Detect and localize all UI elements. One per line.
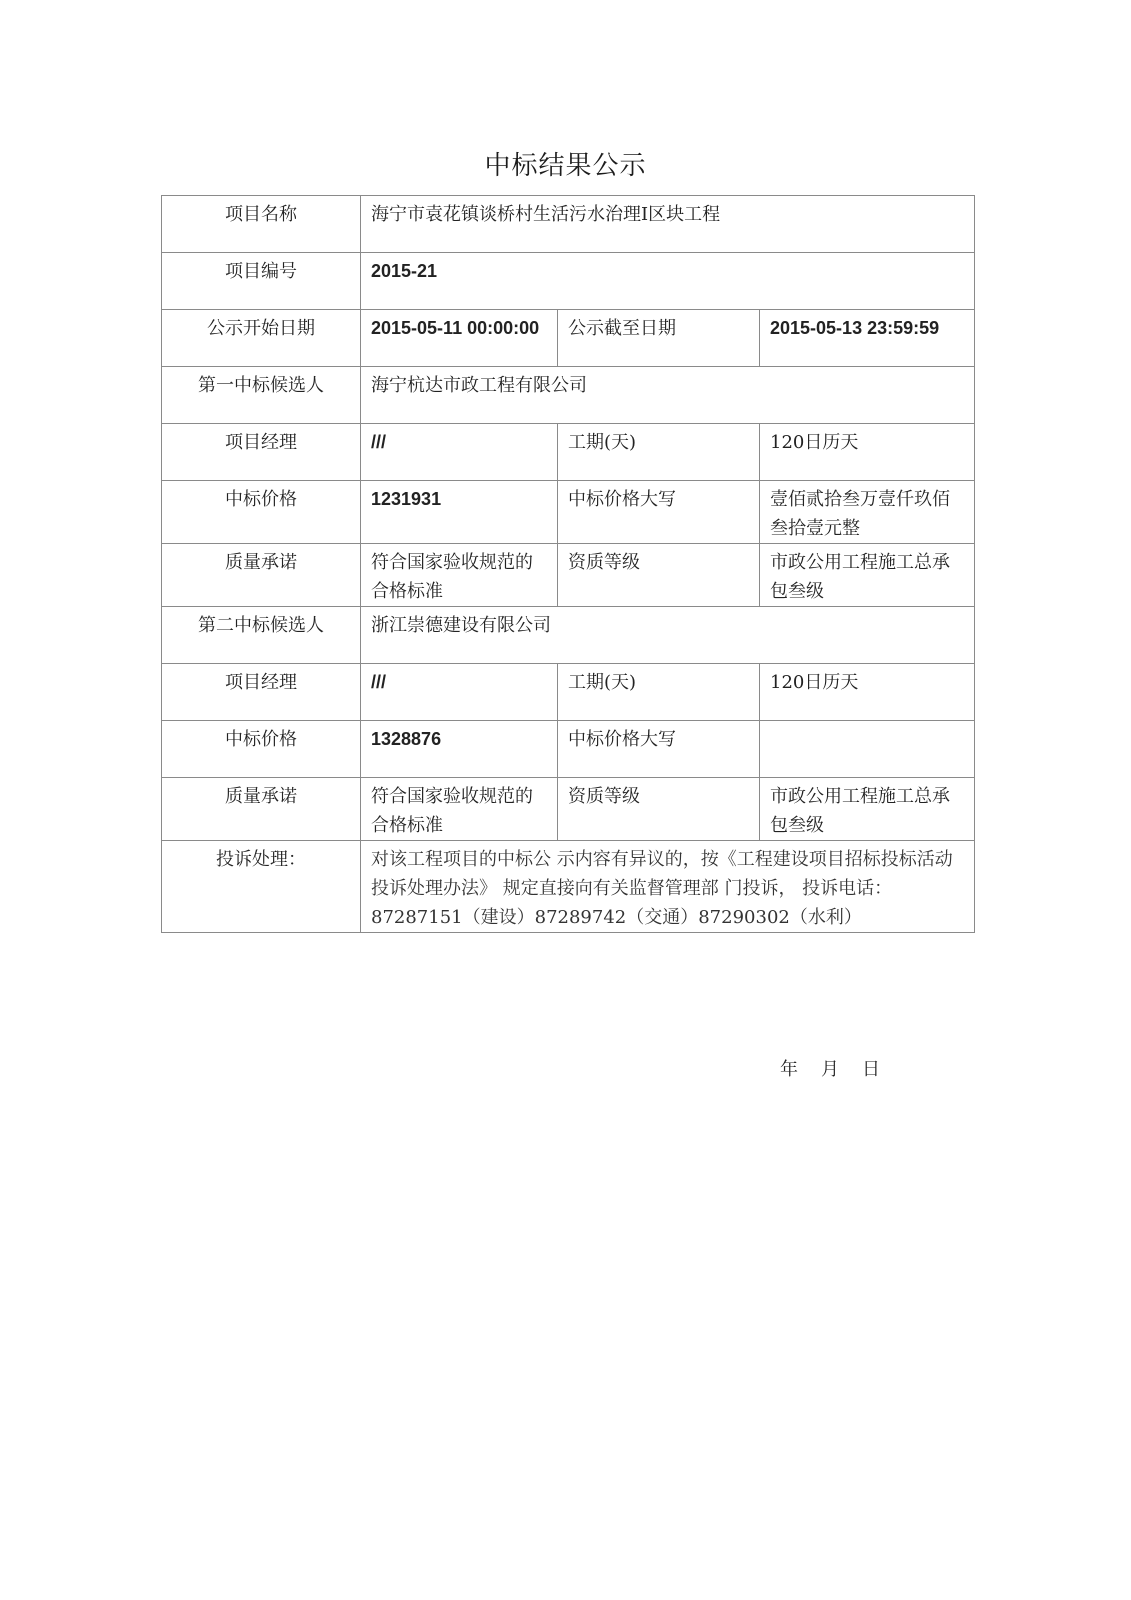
page-title: 中标结果公示: [484, 151, 647, 181]
first-price-label: 中标价格: [162, 481, 361, 544]
first-qualification-value: 市政公用工程施工总承包叁级: [760, 544, 975, 607]
date-year: 年: [780, 1059, 799, 1080]
row-first-quality: [162, 544, 975, 607]
row-first-price: [162, 481, 975, 544]
first-duration-label: 工期(天): [558, 424, 760, 481]
project-code-value: 2015-21: [361, 253, 975, 310]
start-date-label: 公示开始日期: [162, 310, 361, 367]
second-price-label: 中标价格: [162, 721, 361, 778]
row-notice-dates: [162, 310, 975, 367]
second-price-value: 1328876: [361, 721, 558, 778]
complaint-label: 投诉处理：: [162, 841, 361, 933]
row-second-quality: [162, 778, 975, 841]
second-price-upper-value: [760, 721, 975, 778]
second-price-upper-label: 中标价格大写: [558, 721, 760, 778]
second-quality-value: 符合国家验收规范的合格标准: [361, 778, 558, 841]
start-date-value: 2015-05-11 00:00:00: [361, 310, 558, 367]
first-price-value: 1231931: [361, 481, 558, 544]
project-name-value: 海宁市袁花镇谈桥村生活污水治理Ⅰ区块工程: [361, 196, 975, 253]
row-second-manager: [162, 664, 975, 721]
first-price-upper-value: 壹佰贰拾叁万壹仟玖佰叁拾壹元整: [760, 481, 975, 544]
row-first-manager: [162, 424, 975, 481]
first-manager-value: ///: [361, 424, 558, 481]
project-name-label: 项目名称: [162, 196, 361, 253]
first-candidate-name: 海宁杭达市政工程有限公司: [361, 367, 975, 424]
first-candidate-label: 第一中标候选人: [162, 367, 361, 424]
first-manager-label: 项目经理: [162, 424, 361, 481]
second-quality-label: 质量承诺: [162, 778, 361, 841]
complaint-text: 对该工程项目的中标公 示内容有异议的，按《工程建设项目招标投标活动投诉处理办法》 规定直接向有关监督管理部 门投诉， 投诉电话：87287151（建设）87289742（交通）87290302（水利）: [361, 841, 975, 933]
date-signature: [780, 1055, 881, 1081]
end-date-value: 2015-05-13 23:59:59: [760, 310, 975, 367]
end-date-label: 公示截至日期: [558, 310, 760, 367]
project-code-label: 项目编号: [162, 253, 361, 310]
second-candidate-name: 浙江崇德建设有限公司: [361, 607, 975, 664]
row-complaint: [162, 841, 975, 933]
second-manager-value: ///: [361, 664, 558, 721]
row-second-candidate: [162, 607, 975, 664]
date-day: 日: [862, 1059, 881, 1080]
second-duration-label: 工期(天): [558, 664, 760, 721]
row-first-candidate: [162, 367, 975, 424]
row-project-code: [162, 253, 975, 310]
second-duration-value: 120日历天: [760, 664, 975, 721]
row-project-name: [162, 196, 975, 253]
first-quality-label: 质量承诺: [162, 544, 361, 607]
second-manager-label: 项目经理: [162, 664, 361, 721]
row-second-price: [162, 721, 975, 778]
second-qualification-value: 市政公用工程施工总承包叁级: [760, 778, 975, 841]
first-price-upper-label: 中标价格大写: [558, 481, 760, 544]
second-candidate-label: 第二中标候选人: [162, 607, 361, 664]
date-month: 月: [821, 1059, 840, 1080]
first-qualification-label: 资质等级: [558, 544, 760, 607]
second-qualification-label: 资质等级: [558, 778, 760, 841]
notice-table: [161, 195, 975, 933]
first-quality-value: 符合国家验收规范的合格标准: [361, 544, 558, 607]
first-duration-value: 120日历天: [760, 424, 975, 481]
